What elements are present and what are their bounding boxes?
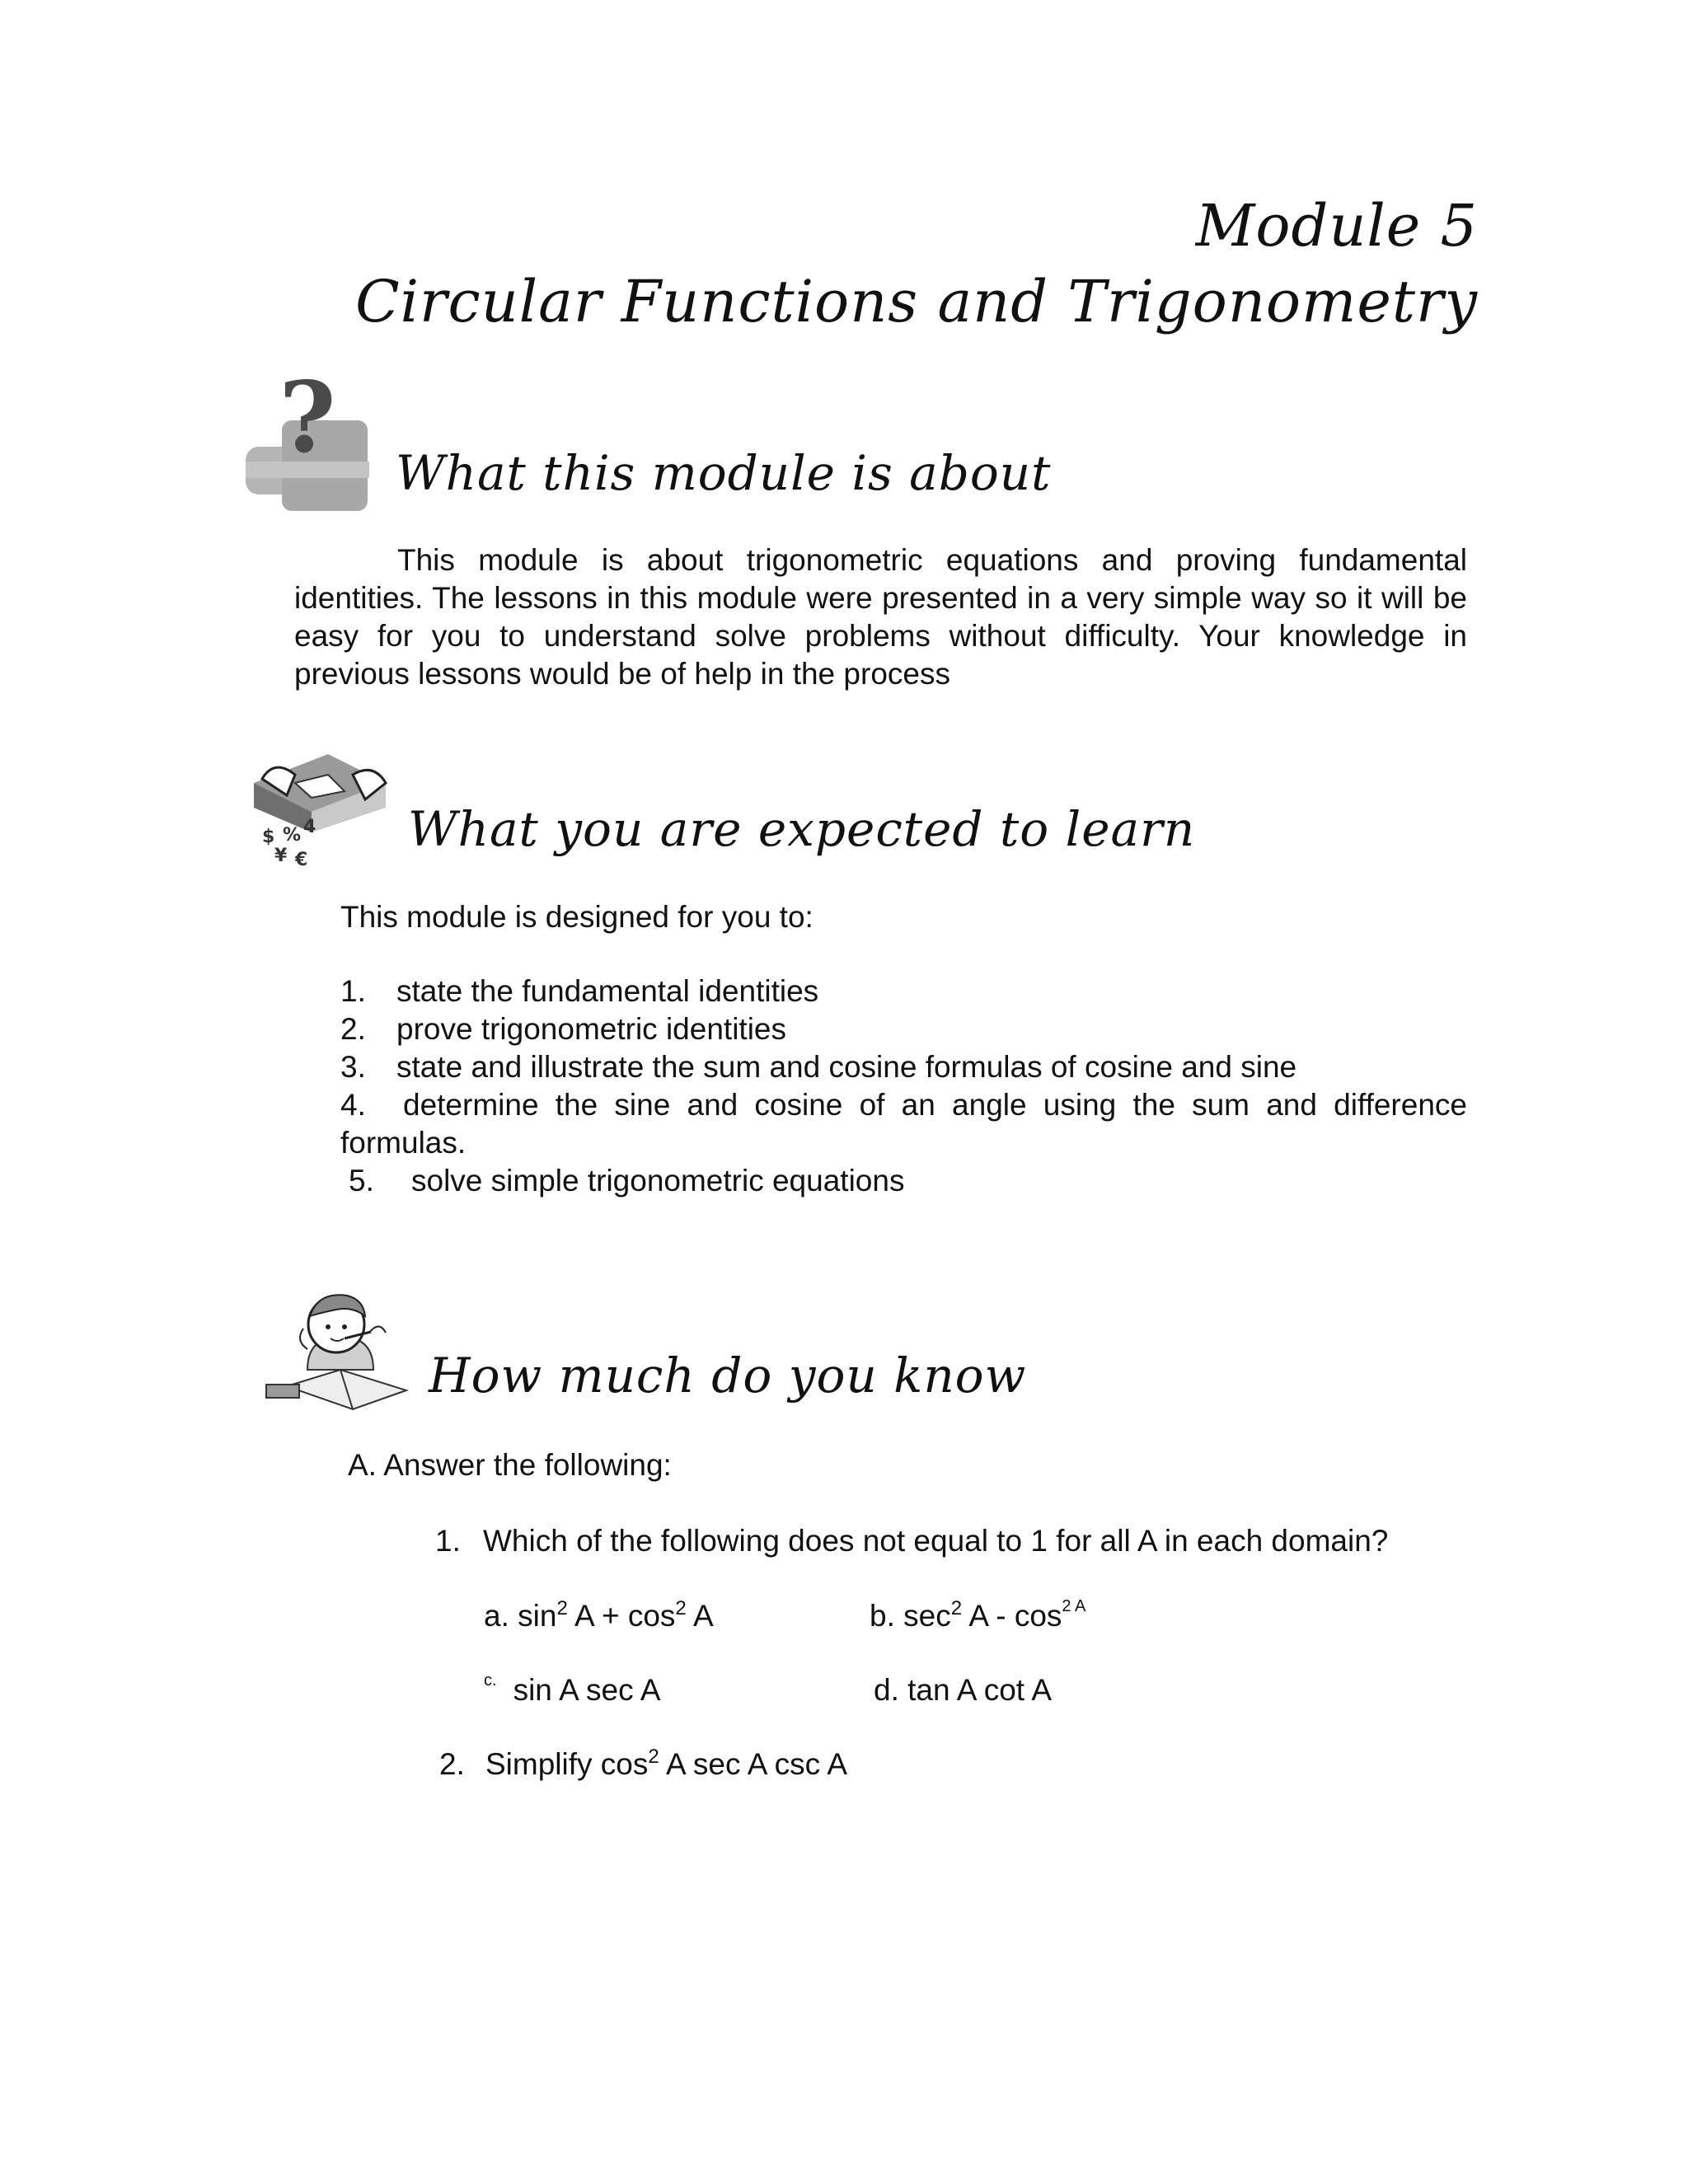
learn-heading: What you are expected to learn bbox=[408, 801, 1196, 857]
option-d: d. tan A cot A bbox=[874, 1673, 1053, 1707]
learn-intro: This module is designed for you to: bbox=[340, 900, 814, 934]
question-2-number: 2. bbox=[439, 1747, 465, 1781]
objective-item: 5. solve simple trigonometric equations bbox=[349, 1164, 905, 1197]
part-a-label: A. Answer the following: bbox=[348, 1448, 672, 1482]
svg-text:4: 4 bbox=[303, 817, 316, 837]
question-2: 2. Simplify $\cos^2 A$ sec A csc A bbox=[439, 1746, 847, 1783]
question-1-text: Which of the following does not equal to 1 for all A in each domain? bbox=[483, 1524, 1389, 1558]
option-c: $^{c.}$ sin A sec A bbox=[484, 1671, 661, 1707]
objective-item: 2. prove trigonometric identities bbox=[340, 1012, 786, 1046]
objective-item: 1. state the fundamental identities bbox=[340, 974, 819, 1008]
hands-with-money-icon bbox=[237, 750, 394, 874]
know-heading: How much do you know bbox=[429, 1347, 1027, 1404]
about-paragraph bbox=[294, 541, 1467, 693]
about-heading: What this module is about bbox=[396, 445, 1052, 501]
svg-text:€: € bbox=[295, 850, 308, 870]
svg-text:%: % bbox=[283, 825, 302, 846]
svg-text:¥: ¥ bbox=[274, 846, 288, 866]
question-mark-icon bbox=[246, 363, 369, 511]
module-label: Module 5 bbox=[1195, 192, 1478, 260]
question-1 bbox=[435, 1522, 1388, 1560]
option-a: a. $\sin^2 A + \cos^2 A$ bbox=[484, 1597, 714, 1633]
module-title: Circular Functions and Trigonometry bbox=[355, 268, 1478, 335]
objective-item: 4. determine the sine and cosine of an angle using the sum and difference formulas. bbox=[340, 1088, 1467, 1160]
student-thinking-icon bbox=[262, 1287, 415, 1411]
about-paragraph-text: This module is about trigonometric equations and proving fundamental identities. The lessons in this module were presented in a very simple way so it will be easy for you to understand solve problems without difficulty. Your knowledge in previous lessons would be of help in the process bbox=[294, 543, 1467, 691]
objectives-list bbox=[340, 972, 1467, 1200]
title-block bbox=[355, 188, 1478, 340]
svg-text:$: $ bbox=[262, 827, 275, 847]
objective-item: 3. state and illustrate the sum and cosine formulas of cosine and sine bbox=[340, 1050, 1297, 1084]
question-1-number: 1. bbox=[435, 1524, 461, 1558]
svg-text:?: ? bbox=[279, 363, 336, 475]
option-b: b. $\sec^2 A - \cos^{2 A}$ bbox=[870, 1597, 1086, 1633]
